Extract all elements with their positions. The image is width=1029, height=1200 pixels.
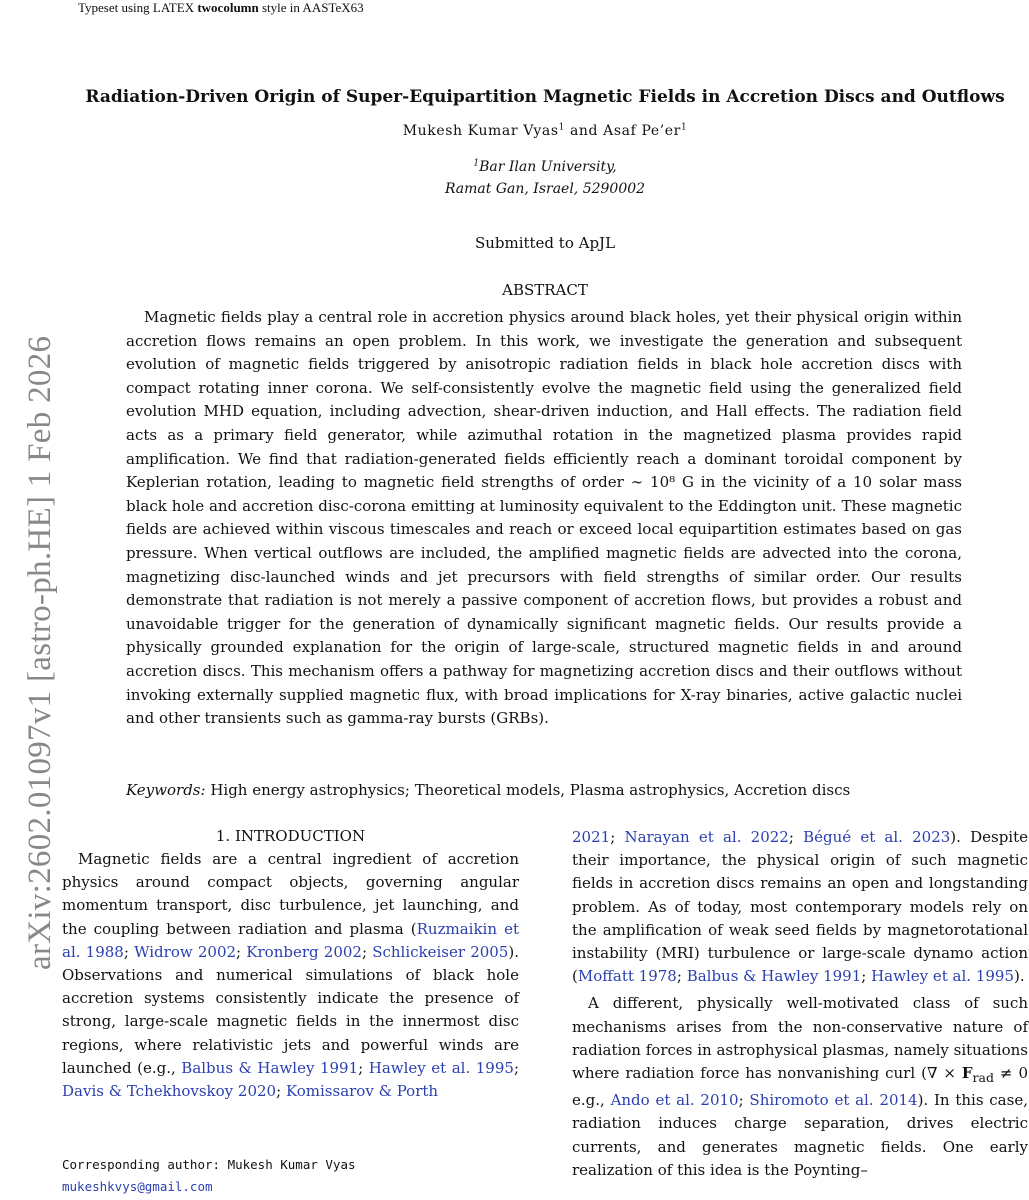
citation-link[interactable]: Hawley et al. 1995 — [368, 1058, 514, 1077]
left-column — [62, 826, 519, 1103]
affiliation: $^1$Bar Ilan University, Ramat Gan, Israel, 5290002 — [444, 158, 646, 197]
right-column — [572, 826, 1028, 1182]
citation-link[interactable]: Ando et al. 2010 — [610, 1091, 739, 1110]
citation-link[interactable]: Davis & Tchekhovskoy 2020 — [62, 1082, 277, 1101]
citation-link[interactable]: Shiromoto et al. 2014 — [749, 1091, 918, 1110]
citation-link[interactable]: Narayan et al. 2022 — [624, 828, 789, 846]
citation-link[interactable]: Hawley et al. 1995 — [871, 967, 1014, 986]
citation-link[interactable]: Schlickeiser 2005 — [372, 942, 509, 961]
author-name: Mukesh Kumar Vyas — [402, 123, 559, 139]
typeset-header: Typeset using LATEX twocolumn style in AASTeX63 — [78, 0, 364, 15]
citation-link[interactable]: Komissarov & Porth — [285, 1082, 439, 1101]
keywords: Keywords: High energy astrophysics; Theoretical models, Plasma astrophysics, Accretion discs — [126, 781, 851, 799]
citation-link[interactable]: Moffatt 1978 — [577, 967, 677, 986]
citation-link[interactable]: Balbus & Hawley 1991 — [686, 967, 862, 986]
arxiv-stamp — [0, 0, 58, 1200]
citation-link[interactable]: Kronberg 2002 — [246, 942, 362, 961]
author-list: Mukesh Kumar Vyas$^1$ and Asaf $Pe’er^1$ — [402, 122, 688, 139]
abstract-heading: ABSTRACT — [502, 281, 588, 299]
paper-title: Radiation-Driven Origin of Super-Equipartition Magnetic Fields in Accretion Discs and Outflows — [85, 87, 1005, 107]
citation-link[interactable]: Ruzmaikin et al. 1988 — [62, 919, 519, 961]
email-link[interactable]: mukeshkvys@gmail.com — [62, 1179, 213, 1194]
author-name: Asaf Pe’er — [603, 123, 681, 139]
abstract-body: Magnetic fields play a central role in accretion physics around black holes, yet their physical origin within accretion flows remains an open problem. In this work, we investigate the generation and subsequent evolution of magnetic fields triggered by anisotropic radiation fields in black hole accretion discs with compact rotating inner corona. We self-consistently evolve the magnetic field using the generalized field evolution MHD equation, including advection, shear-driven induction, and Hall effects. The radiation field acts as a primary field generator, while azimuthal rotation in the magnetized plasma provides rapid amplification. We find that radiation-generated fields efficiently reach a dominant toroidal component by Keplerian rotation, leading to magnetic field strengths of order ∼ 10⁸ G in the vicinity of a 10 solar mass black hole and accretion disc-corona emitting at luminosity equivalent to the Eddington unit. These magnetic fields are achieved within viscous timescales and reach or exceed local equipartition estimates based on gas pressure. When vertical outflows are included, the amplified magnetic fields are advected into the corona, magnetizing disc-launched winds and jet precursors with field strengths of similar order. Our results demonstrate that radiation is not merely a passive component of accretion flows, but provides a robust and unavoidable trigger for the generation of dynamically significant magnetic fields. Our results provide a physically grounded explanation for the origin of large-scale, structured magnetic fields in and around accretion discs. This mechanism offers a pathway for magnetizing accretion discs and their outflows without invoking externally supplied magnetic flux, with broad implications for X-ray binaries, active galactic nuclei and other transients such as gamma-ray bursts (GRBs). — [126, 308, 962, 728]
citation-link[interactable]: Balbus & Hawley 1991 — [181, 1058, 359, 1077]
corresponding-author-footnote: Corresponding author: Mukesh Kumar Vyas mukeshkvys@gmail.com — [62, 1154, 519, 1198]
submission-note: Submitted to ApJL — [474, 234, 616, 252]
intro-paragraph: A different, physically well-motivated class of such mechanisms arises from the non-conservative nature of radiation forces in astrophysical plasmas, namely situations where radiation force has nonvanishing curl (∇ × $F_{rad} \ne 0$ e.g., Ando et al. 2010; Shiromoto et al. 2014). In this case, radiation induces charge separation, drives electric currents, and generates magnetic fields. One early realization of this idea is the Poynting– — [572, 994, 1028, 1179]
section-heading: 1. INTRODUCTION — [215, 827, 366, 845]
intro-paragraph: Magnetic fields are a central ingredient of accretion physics around compact objects, governing angular momentum transport, disc turbulence, jet launching, and the coupling between radiation and plasma (Ruzmaikin et al. 1988; Widrow 2002; Kronberg 2002; Schlickeiser 2005). Observations and numerical simulations of black hole accretion systems consistently indicate the presence of strong, large-scale magnetic fields in the innermost disc regions, where relativistic jets and powerful winds are launched (e.g., Balbus & Hawley 1991; Hawley et al. 1995; Davis & Tchekhovskoy 2020; Komissarov & Porth — [62, 850, 520, 1101]
latex-logo: LATEX — [152, 0, 195, 15]
citation-link[interactable]: Bégué et al. 2023 — [803, 828, 951, 846]
citation-link[interactable]: Widrow 2002 — [134, 942, 237, 961]
arxiv-id[interactable]: arXiv:2602.01097v1 [astro-ph.HE] 1 Feb 2026 — [22, 335, 58, 970]
intro-paragraph-continued: 2021; Narayan et al. 2022; Bégué et al. 2023). Despite their importance, the physical origin of such magnetic fields in accretion discs remains an open and longstanding problem. As of today, most contemporary models rely on the amplification of weak seed fields by magnetorotational instability (MRI) turbulence or large-scale dynamo action (Moffatt 1978; Balbus & Hawley 1991; Hawley et al. 1995). — [572, 828, 1028, 986]
citation-link[interactable]: 2021 — [572, 828, 611, 846]
